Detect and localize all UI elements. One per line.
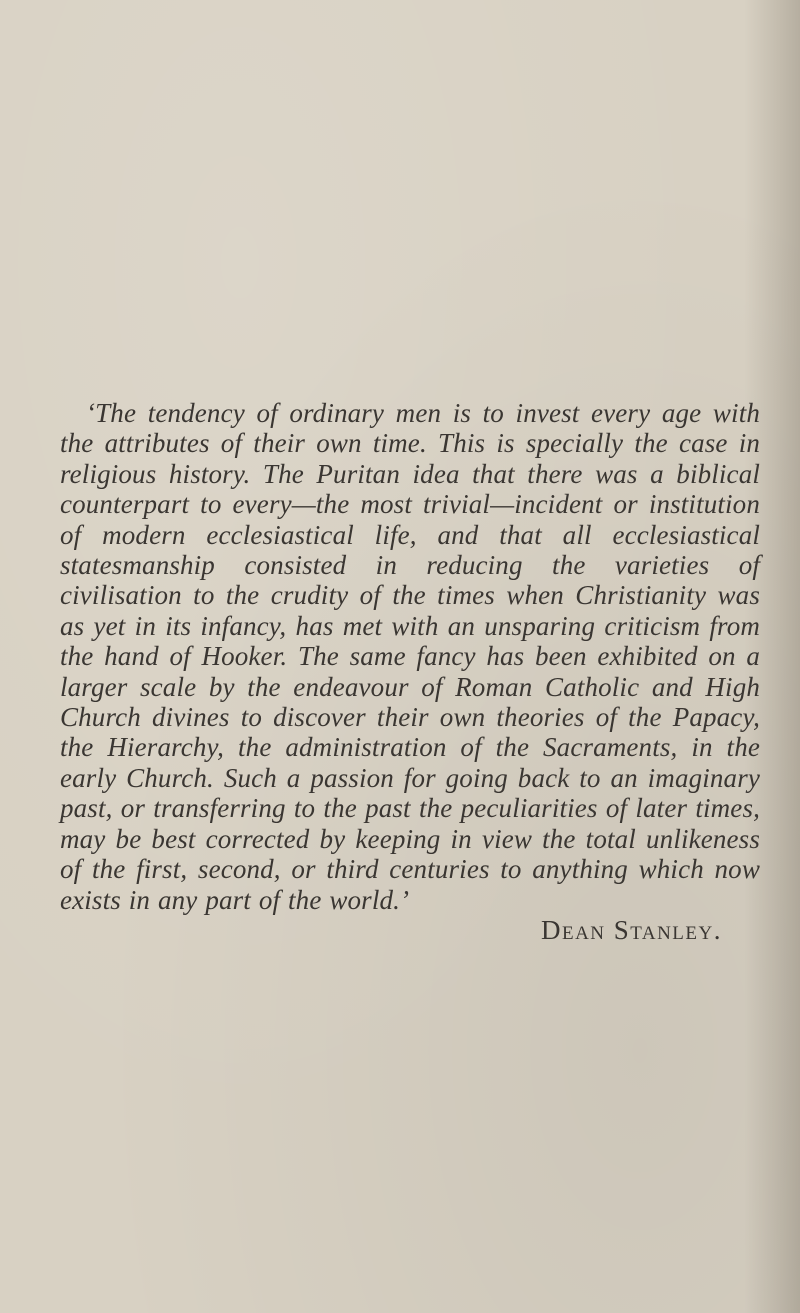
epigraph-quote: ‘The tendency of ordinary men is to invest every age with the attributes of their own time. This is specially the case in religious history. The Puritan idea that there was a biblical counterpart to every—the most trivial—incident or institution of modern ecclesiastical life, and that all ecclesiastical statesmanship consisted in reducing the varieties of civilisation to the crudity of the times when Christianity was as yet in its infancy, has met with an unsparing criticism from the hand of Hooker. The same fancy has been exhibited on a larger scale by the endeavour of Roman Catholic and High Church divines to discover their own theories of the Papacy, the Hierarchy, the administration of the Sacraments, in the early Church. Such a passion for going back to an imaginary past, or transferring to the past the peculiarities of later times, may be best corrected by keeping in view the total unlikeness of the first, second, or third centuries to anything which now exists in any part of the world.’ (60, 398, 760, 915)
epigraph-attribution: Dean Stanley. (540, 914, 722, 945)
epigraph (60, 398, 760, 945)
